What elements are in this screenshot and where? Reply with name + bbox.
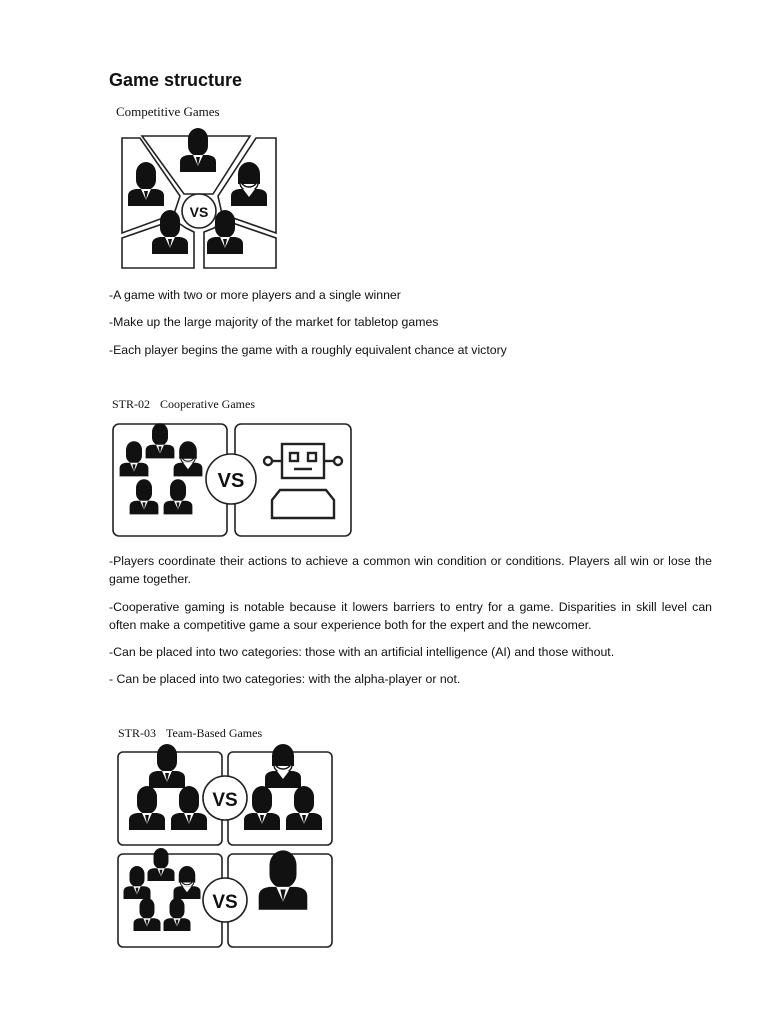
player-icon [146,423,175,458]
player-icon [148,848,175,881]
figure-caption-competitive [116,104,220,120]
figure-caption-team-based [118,726,262,741]
player-icon [259,850,308,909]
player-icon [134,898,161,931]
paragraph: -Cooperative gaming is notable because it lowers barriers to entry for a game. Disparities in skill level can often make a competitive game a sour experience both for the expert and the newcomer. [109,600,712,632]
figure-caption-cooperative [112,397,255,412]
player-icon [265,744,301,788]
robot-icon [264,444,342,518]
team-based-games-illustration [117,750,335,950]
vs-label: VS [217,470,245,492]
player-icon [286,786,322,830]
player-icon [244,786,280,830]
player-icon [128,162,164,206]
figure-code: STR-02 [112,397,151,411]
paragraph: -Each player begins the game with a roughly equivalent chance at victory [109,343,507,357]
paragraph: - Can be placed into two categories: with the alpha-player or not. [109,672,461,686]
paragraph: -Can be placed into two categories: those with an artificial intelligence (AI) and those without. [109,645,615,659]
figure-title: Competitive Games [116,104,220,119]
competitive-games-illustration [118,134,280,272]
vs-label: VS [189,204,209,220]
figure-title: Team-Based Games [166,726,263,740]
paragraph: -Players coordinate their actions to achieve a common win condition or conditions. Players all win or lose the game together. [109,554,712,586]
player-icon [180,128,216,172]
cooperative-games-illustration [112,422,354,538]
player-icon [174,866,201,899]
player-icon [130,479,159,514]
player-icon [124,866,151,899]
paragraph: -A game with two or more players and a single winner [109,288,401,302]
vs-label: VS [212,790,238,811]
player-icon [120,441,149,476]
player-icon [164,898,191,931]
player-icon [164,479,193,514]
vs-label: VS [212,892,238,913]
player-icon [174,441,203,476]
page-heading: Game structure [109,70,243,90]
player-icon [129,786,165,830]
figure-title: Cooperative Games [160,397,255,411]
player-icon [149,744,185,788]
paragraph: -Make up the large majority of the market for tabletop games [109,315,439,329]
figure-code: STR-03 [118,726,157,740]
player-icon [171,786,207,830]
